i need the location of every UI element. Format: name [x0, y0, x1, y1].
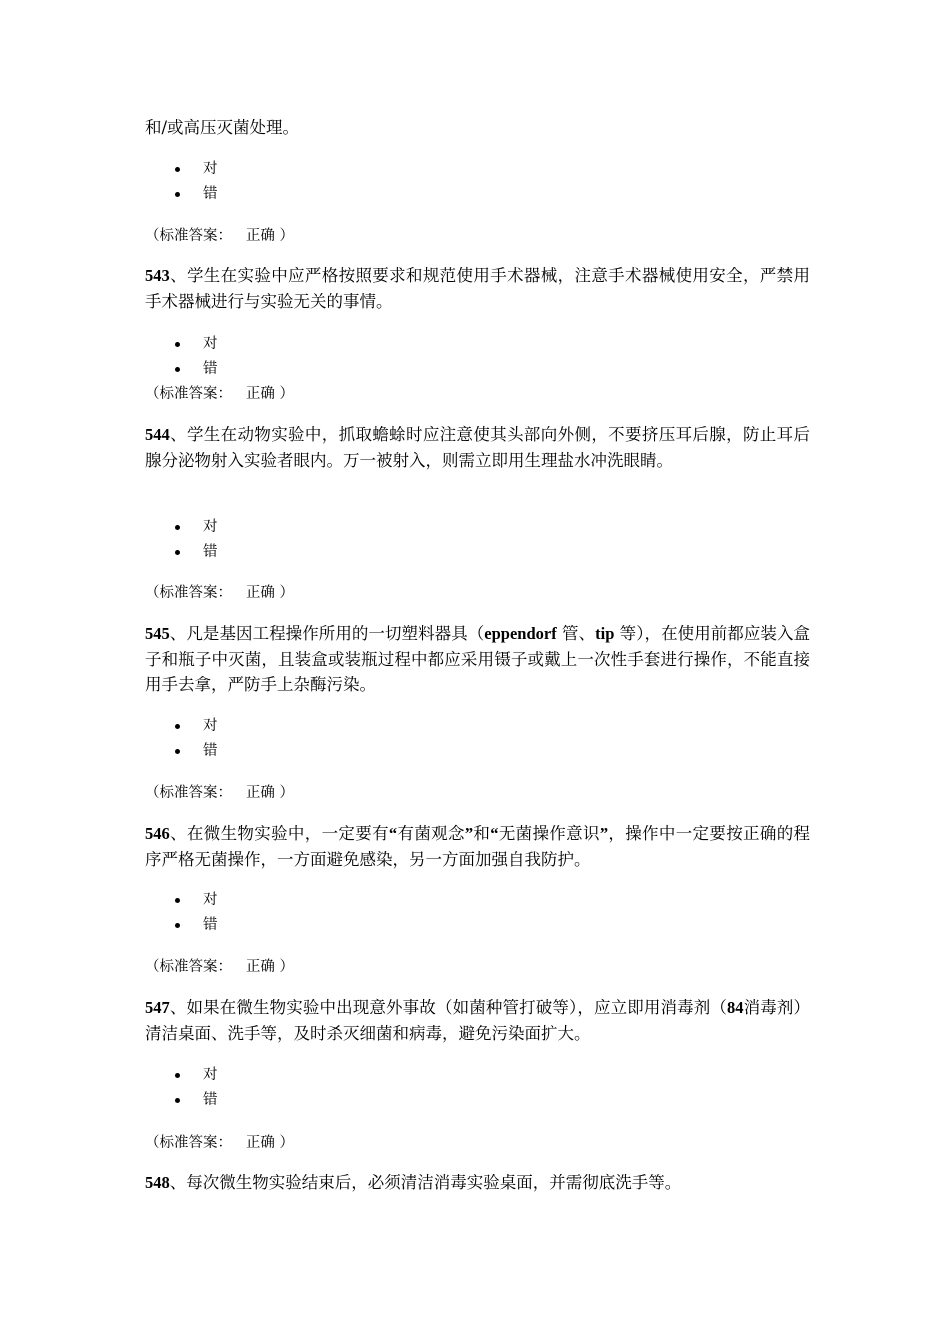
option-true[interactable]: 对 [145, 332, 218, 357]
question-number: 544 [145, 425, 170, 444]
option-false[interactable]: 错 [145, 739, 218, 764]
answer-544: （标准答案： 正确 ） [145, 585, 294, 601]
bullet-icon [175, 192, 180, 197]
bullet-icon [175, 1073, 180, 1078]
answer-542: （标准答案： 正确 ） [145, 228, 294, 244]
answer-543: （标准答案： 正确 ） [145, 386, 294, 402]
question-545: 545、凡是基因工程操作所用的一切塑料器具（eppendorf 管、tip 等），在使用前都应装入盒子和瓶子中灭菌，且装盒或装瓶过程中都应采用镊子或戴上一次性手套进行操作，不能直接用手去拿，严防手上杂酶污染。 [145, 624, 811, 694]
bullet-icon [175, 342, 180, 347]
bullet-icon [175, 898, 180, 903]
options-543 [145, 332, 218, 382]
answer-545: （标准答案： 正确 ） [145, 785, 294, 801]
options-544 [145, 515, 218, 565]
bullet-icon [175, 367, 180, 372]
question-number: 547 [145, 998, 170, 1017]
question-number: 548 [145, 1173, 170, 1192]
option-false[interactable]: 错 [145, 357, 218, 382]
options-545 [145, 714, 218, 764]
bullet-icon [175, 724, 180, 729]
options-542 [145, 157, 218, 207]
option-true[interactable]: 对 [145, 515, 218, 540]
answer-547: （标准答案： 正确 ） [145, 1135, 294, 1151]
question-543: 543、学生在实验中应严格按照要求和规范使用手术器械，注意手术器械使用安全，严禁用手术器械进行与实验无关的事情。 [145, 266, 811, 311]
options-547 [145, 1063, 218, 1113]
question-547: 547、如果在微生物实验中出现意外事故（如菌种管打破等），应立即用消毒剂（84消毒剂）清洁桌面、洗手等，及时杀灭细菌和病毒，避免污染面扩大。 [145, 998, 811, 1043]
bullet-icon [175, 749, 180, 754]
bullet-icon [175, 1098, 180, 1103]
question-number: 546 [145, 824, 170, 843]
option-false[interactable]: 错 [145, 913, 218, 938]
option-true[interactable]: 对 [145, 1063, 218, 1088]
option-true[interactable]: 对 [145, 157, 218, 182]
bullet-icon [175, 923, 180, 928]
option-false[interactable]: 错 [145, 1088, 218, 1113]
question-546: 546、在微生物实验中，一定要有“有菌观念”和“无菌操作意识”，操作中一定要按正确的程序严格无菌操作，一方面避免感染，另一方面加强自我防护。 [145, 824, 811, 869]
answer-546: （标准答案： 正确 ） [145, 959, 294, 975]
option-false[interactable]: 错 [145, 182, 218, 207]
question-number: 545 [145, 624, 170, 643]
option-true[interactable]: 对 [145, 888, 218, 913]
question-number: 543 [145, 266, 170, 285]
question-548: 548、每次微生物实验结束后，必须清洁消毒实验桌面，并需彻底洗手等。 [145, 1173, 682, 1192]
bullet-icon [175, 167, 180, 172]
question-544: 544、学生在动物实验中，抓取蟾蜍时应注意使其头部向外侧，不要挤压耳后腺，防止耳后腺分泌物射入实验者眼内。万一被射入，则需立即用生理盐水冲洗眼睛。 [145, 425, 811, 470]
bullet-icon [175, 525, 180, 530]
options-546 [145, 888, 218, 938]
question-542-tail: 和/或高压灭菌处理。 [145, 118, 300, 137]
option-false[interactable]: 错 [145, 540, 218, 565]
bullet-icon [175, 550, 180, 555]
option-true[interactable]: 对 [145, 714, 218, 739]
